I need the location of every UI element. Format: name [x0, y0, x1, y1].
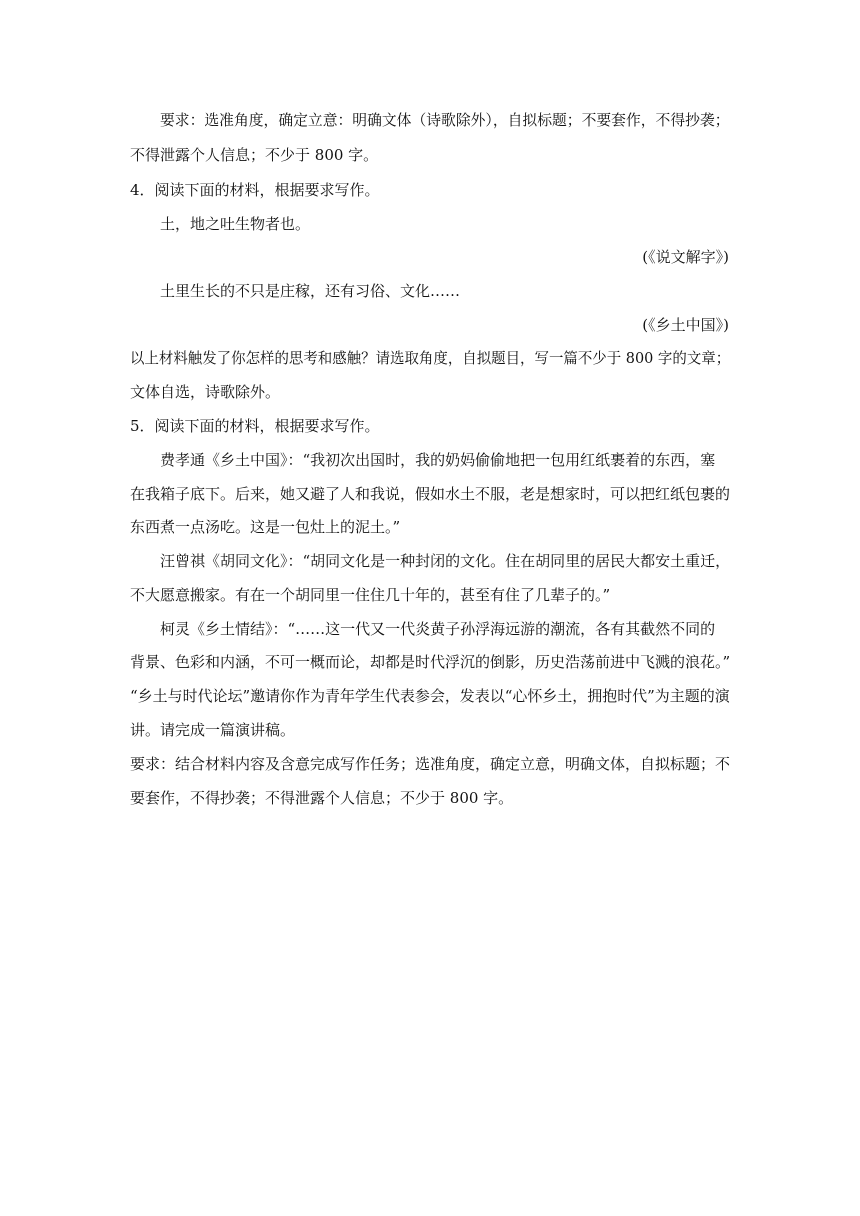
q4-source-1: (《说文解字》) — [642, 248, 729, 266]
q5-material-1-line-1: 费孝通《乡土中国》：“我初次出国时，我的奶妈偷偷地把一包用红纸裹着的东西，塞 — [160, 451, 716, 469]
q5-material-1-line-3: 东西煮一点汤吃。这是一包灶上的泥土。” — [130, 518, 401, 536]
q5-requirement-line-1: 要求：结合材料内容及含意完成写作任务；选准角度，确定立意，明确文体，自拟标题；不 — [130, 755, 731, 773]
question-5-heading: 5．阅读下面的材料，根据要求写作。 — [130, 417, 380, 435]
q5-task-line-1: “乡土与时代论坛”邀请你作为青年学生代表参会，发表以“心怀乡土，拥抱时代”为主题的演 — [130, 687, 730, 705]
q5-material-3-line-1: 柯灵《乡土情结》：“……这一代又一代炎黄子孙浮海远游的潮流，各有其截然不同的 — [160, 620, 716, 638]
q4-source-2: (《乡土中国》) — [642, 316, 729, 334]
q5-requirement-line-2: 要套作，不得抄袭；不得泄露个人信息；不少于 800 字。 — [130, 789, 514, 807]
q5-material-2-line-2: 不大愿意搬家。有在一个胡同里一住住几十年的，甚至有住了几辈子的。” — [130, 586, 611, 604]
q5-material-2-line-1: 汪曾祺《胡同文化》：“胡同文化是一种封闭的文化。住在胡同里的居民大都安土重迁， — [160, 552, 731, 570]
q5-task-line-2: 讲。请完成一篇演讲稿。 — [130, 721, 296, 739]
q4-quote-2: 土里生长的不只是庄稼，还有习俗、文化…… — [160, 282, 461, 300]
q4-prompt-line-1: 以上材料触发了你怎样的思考和感触？请选取角度，自拟题目，写一篇不少于 800 字的文章； — [130, 349, 731, 367]
q5-material-1-line-2: 在我箱子底下。后来，她又避了人和我说，假如水土不服，老是想家时，可以把红纸包裹的 — [130, 485, 731, 503]
q5-material-3-line-2: 背景、色彩和内涵，不可一概而论，却都是时代浮沉的倒影，历史浩荡前进中飞溅的浪花。” — [130, 653, 731, 671]
requirement-line-1: 要求：选准角度，确定立意：明确文体（诗歌除外），自拟标题；不要套作，不得抄袭； — [160, 111, 730, 129]
q4-quote-1: 土，地之吐生物者也。 — [160, 215, 311, 233]
question-4-heading: 4．阅读下面的材料，根据要求写作。 — [130, 181, 380, 199]
q4-prompt-line-2: 文体自选，诗歌除外。 — [130, 383, 281, 401]
requirement-line-2: 不得泄露个人信息；不少于 800 字。 — [130, 146, 379, 164]
